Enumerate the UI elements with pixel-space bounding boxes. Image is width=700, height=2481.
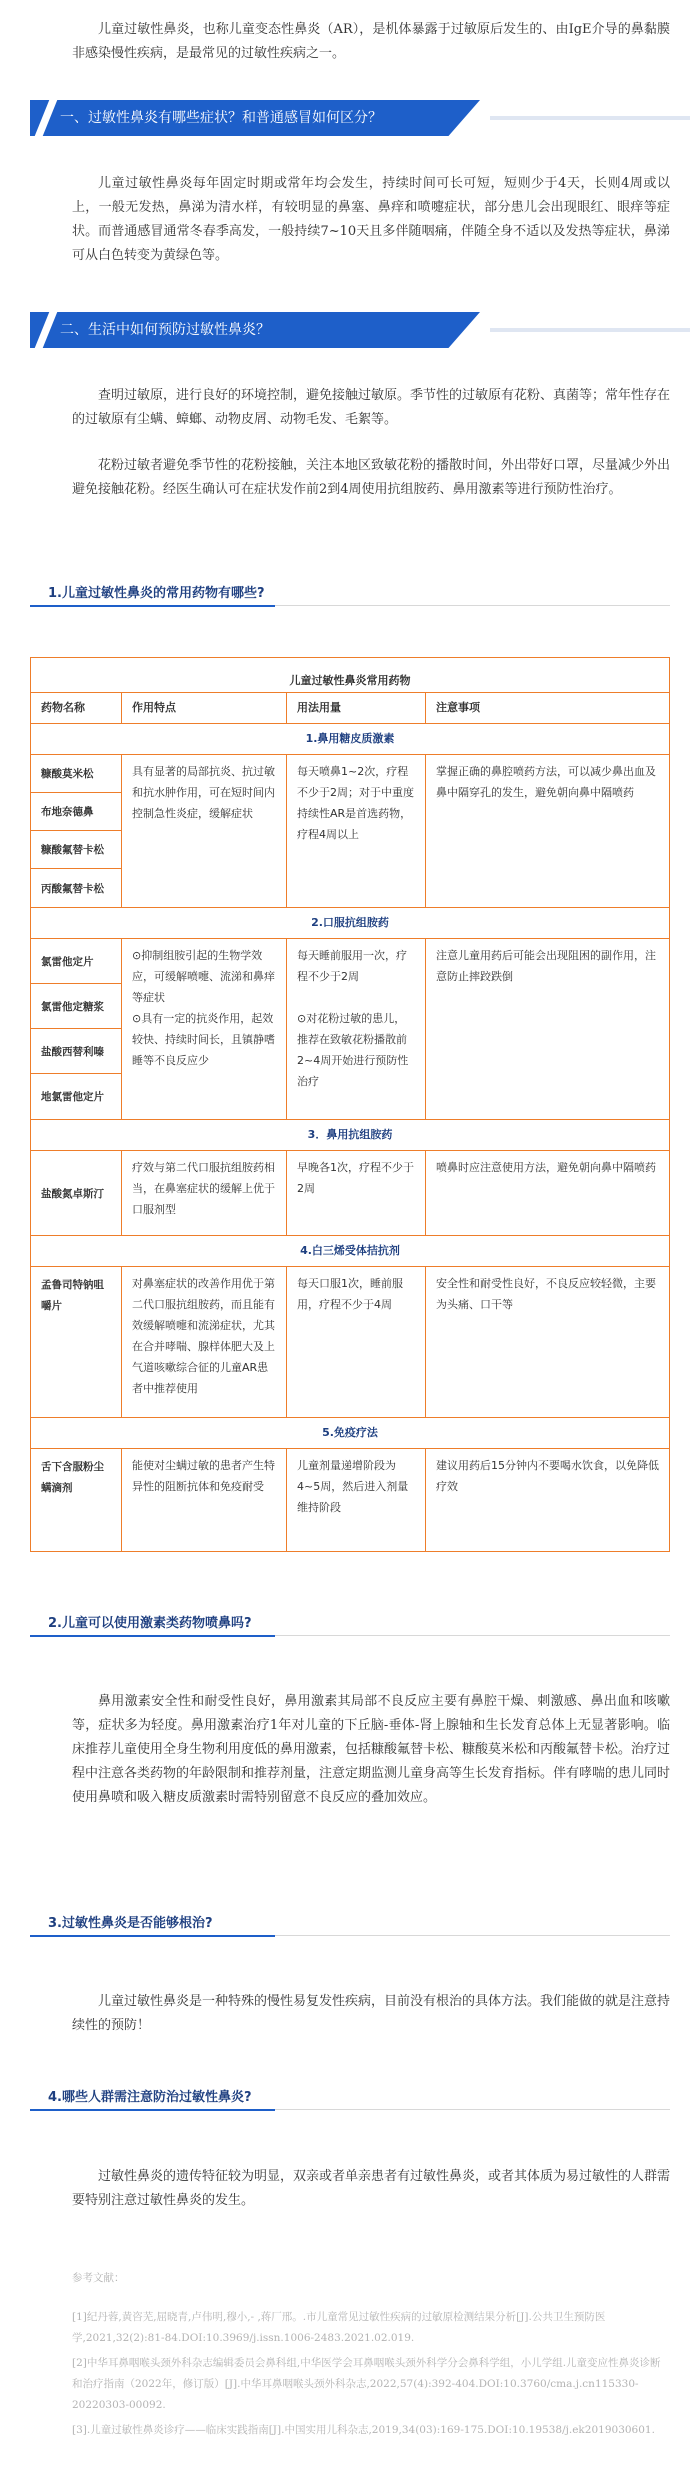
drug-notes: 安全性和耐受性良好，不良反应较轻微，主要为头痛、口干等 xyxy=(436,1277,656,1311)
group-4-title-row xyxy=(31,1236,669,1267)
reference-item: [2]中华耳鼻咽喉头颈外科杂志编辑委员会鼻科组,中华医学会耳鼻咽喉头颈外科学分会鼻科学组，小儿学组.儿童变应性鼻炎诊断和治疗指南（2022年，修订版）[J].中华耳鼻咽喉头颈外科杂志,2022,57(4):392-404.DOI:10.3760/cma.j.cn115330-20220303-00092. xyxy=(72,2357,661,2411)
drug-usage: 每天睡前服用一次，疗程不少于2周 ⊙对花粉过敏的患儿，推荐在致敏花粉播散前2~4周开始进行预防性治疗 xyxy=(297,949,409,1088)
intro-block xyxy=(72,18,670,66)
drug-usage: 儿童剂量递增阶段为4~5周，然后进入剂量维持阶段 xyxy=(297,1459,409,1514)
group-5-row xyxy=(31,1449,669,1551)
drug-name: 盐酸西替利嗪 xyxy=(31,1029,121,1074)
drug-effect: 对鼻塞症状的改善作用优于第二代口服抗组胺药，而且能有效缓解喷嚏和流涕症状，尤其在合并哮喘、腺样体肥大及上气道咳嗽综合征的儿童AR患者中推荐使用 xyxy=(132,1277,275,1395)
group-2-title-row xyxy=(31,908,669,939)
drug-usage: 每天口服1次，睡前服用，疗程不少于4周 xyxy=(297,1277,403,1311)
section-1-body xyxy=(72,172,670,268)
group-2-row xyxy=(31,939,669,1120)
medication-table xyxy=(30,657,670,1552)
drug-effect: 能使对尘螨过敏的患者产生特异性的阻断抗体和免疫耐受 xyxy=(132,1459,275,1493)
question-2-heading: 2.儿童可以使用激素类药物喷鼻吗? xyxy=(48,1616,252,1631)
answer-3-block xyxy=(72,1990,670,2038)
drug-notes: 喷鼻时应注意使用方法，避免朝向鼻中隔喷药 xyxy=(436,1161,656,1174)
group-3-title: 3．鼻用抗组胺药 xyxy=(307,1128,393,1141)
table-caption: 儿童过敏性鼻炎常用药物 xyxy=(289,674,411,687)
drug-name: 氯雷他定片 xyxy=(31,939,121,984)
group-1-row xyxy=(31,755,669,908)
question-3-underline xyxy=(30,1935,275,1937)
section-1-paragraph: 儿童过敏性鼻炎每年固定时期或常年均会发生，持续时间可长可短，短则少于4天，长则4周或以上，一般无发热，鼻涕为清水样，有较明显的鼻塞、鼻痒和喷嚏症状，部分患儿会出现眼红、眼痒等症状。而普通感冒通常冬春季高发，一般持续7~10天且多伴随咽痛，伴随全身不适以及发热等症状，鼻涕可从白色转变为黄绿色等。 xyxy=(72,176,670,263)
answer-2-block xyxy=(72,1690,670,1810)
references xyxy=(72,2268,670,2445)
answer-4-block xyxy=(72,2165,670,2213)
drug-effect: 具有显著的局部抗炎、抗过敏和抗水肿作用，可在短时间内控制急性炎症，缓解症状 xyxy=(132,765,275,820)
group-5-title-row xyxy=(31,1418,669,1449)
drug-usage: 早晚各1次，疗程不少于2周 xyxy=(297,1161,414,1195)
question-4-underline xyxy=(30,2109,275,2111)
answer-2-paragraph: 鼻用激素安全性和耐受性良好，鼻用激素其局部不良反应主要有鼻腔干燥、刺激感、鼻出血和咳嗽等，症状多为轻度。鼻用激素治疗1年对儿童的下丘脑-垂体-肾上腺轴和生长发育总体上无显著影响。临床推荐儿童使用全身生物利用度低的鼻用激素，包括糠酸氟替卡松、糠酸莫米松和丙酸氟替卡松。治疗过程中注意各类药物的年龄限制和推荐剂量，注意定期监测儿童身高等生长发育指标。伴有哮喘的患儿同时使用鼻喷和吸入糖皮质激素时需特别留意不良反应的叠加效应。 xyxy=(72,1694,671,1805)
drug-name: 氯雷他定糖浆 xyxy=(31,984,121,1029)
header-effect: 作用特点 xyxy=(132,701,176,714)
question-3-rule xyxy=(275,1935,670,1936)
question-2-rule xyxy=(275,1635,670,1636)
question-1-heading: 1.儿童过敏性鼻炎的常用药物有哪些? xyxy=(48,586,265,601)
drug-notes: 注意儿童用药后可能会出现阻困的副作用，注意防止摔跤跌倒 xyxy=(436,949,656,983)
drug-name: 地氯雷他定片 xyxy=(41,1091,104,1103)
section-heading-1 xyxy=(30,100,480,136)
question-2-underline xyxy=(30,1635,275,1637)
drug-name: 孟鲁司特钠咀嚼片 xyxy=(41,1279,104,1312)
table-header-row xyxy=(31,693,669,724)
drug-notes: 建议用药后15分钟内不要喝水饮食，以免降低疗效 xyxy=(436,1459,659,1493)
drug-name: 舌下含服粉尘螨滴剂 xyxy=(41,1461,104,1494)
group-1-title-row xyxy=(31,724,669,755)
question-4-rule xyxy=(275,2109,670,2110)
drug-name: 盐酸氮卓斯汀 xyxy=(41,1187,104,1200)
section-2-paragraph-2: 花粉过敏者避免季节性的花粉接触，关注本地区致敏花粉的播散时间，外出带好口罩，尽量减少外出避免接触花粉。经医生确认可在症状发作前2到4周使用抗组胺药、鼻用激素等进行预防性治疗。 xyxy=(72,458,671,497)
question-1-underline xyxy=(30,605,275,607)
drug-usage: 每天喷鼻1~2次，疗程不少于2周；对于中重度持续性AR是首选药物，疗程4周以上 xyxy=(297,765,414,841)
table-caption-row xyxy=(31,658,669,693)
drug-name: 糠酸氟替卡松 xyxy=(31,831,121,869)
question-3-heading: 3.过敏性鼻炎是否能够根治? xyxy=(48,1916,213,1931)
drug-effect: 疗效与第二代口服抗组胺药相当，在鼻塞症状的缓解上优于口服剂型 xyxy=(132,1161,275,1216)
question-1-rule xyxy=(275,605,670,606)
section-2-body xyxy=(72,384,670,502)
section-2-paragraph-1: 查明过敏原，进行良好的环境控制，避免接触过敏原。季节性的过敏原有花粉、真菌等；常年性存在的过敏原有尘螨、蟑螂、动物皮屑、动物毛发、毛絮等。 xyxy=(72,388,671,427)
header-drug-name: 药物名称 xyxy=(41,701,85,714)
intro-paragraph: 儿童过敏性鼻炎，也称儿童变态性鼻炎（AR），是机体暴露于过敏原后发生的、由IgE介导的鼻黏膜非感染慢性疾病，是最常见的过敏性疾病之一。 xyxy=(72,22,670,61)
header-notes: 注意事项 xyxy=(436,701,480,714)
answer-4-paragraph: 过敏性鼻炎的遗传特征较为明显，双亲或者单亲患者有过敏性鼻炎，或者其体质为易过敏性的人群需要特别注意过敏性鼻炎的发生。 xyxy=(72,2169,671,2208)
section-heading-2 xyxy=(30,312,480,348)
group-4-title: 4.白三烯受体拮抗剂 xyxy=(300,1244,400,1257)
section-heading-1-text: 一、过敏性鼻炎有哪些症状？和普通感冒如何区分？ xyxy=(60,110,382,126)
question-4-heading: 4.哪些人群需注意防治过敏性鼻炎? xyxy=(48,2090,252,2105)
group-5-title: 5.免疫疗法 xyxy=(322,1426,378,1439)
drug-effect: ⊙抑制组胺引起的生物学效应，可缓解喷嚏、流涕和鼻痒等症状 ⊙具有一定的抗炎作用，起效较快、持续时间长，且镇静嗜睡等不良反应少 xyxy=(132,949,275,1067)
section-heading-2-text: 二、生活中如何预防过敏性鼻炎？ xyxy=(60,322,270,338)
group-3-title-row xyxy=(31,1120,669,1151)
answer-3-paragraph: 儿童过敏性鼻炎是一种特殊的慢性易复发性疾病，目前没有根治的具体方法。我们能做的就是注意持续性的预防！ xyxy=(72,1994,671,2033)
group-3-row xyxy=(31,1151,669,1236)
drug-notes: 掌握正确的鼻腔喷药方法，可以减少鼻出血及鼻中隔穿孔的发生，避免朝向鼻中隔喷药 xyxy=(436,765,656,799)
reference-item: [3].儿童过敏性鼻炎诊疗——临床实践指南[J].中国实用儿科杂志,2019,34(03):169-175.DOI:10.19538/j.ek2019030601. xyxy=(72,2424,655,2436)
group-2-title: 2.口服抗组胺药 xyxy=(311,916,389,929)
reference-item: [1]纪丹蓉,黄咨芜,屈晓青,卢伟明,穆小,- ,蒋厂邢。.市儿童常见过敏性疾病的过敏原检测结果分析[J].公共卫生预防医学,2021,32(2):81-84.DOI:10.3969/j.issn.1006-2483.2021.02.019. xyxy=(72,2311,606,2344)
group-4-row xyxy=(31,1267,669,1418)
header-usage: 用法用量 xyxy=(297,701,341,714)
drug-name: 布地奈德鼻 xyxy=(31,793,121,831)
drug-name: 糠酸莫米松 xyxy=(31,755,121,793)
drug-name: 丙酸氟替卡松 xyxy=(41,882,104,895)
group-1-title: 1.鼻用糖皮质激素 xyxy=(305,732,395,745)
references-title: 参考文献： xyxy=(72,2272,125,2284)
